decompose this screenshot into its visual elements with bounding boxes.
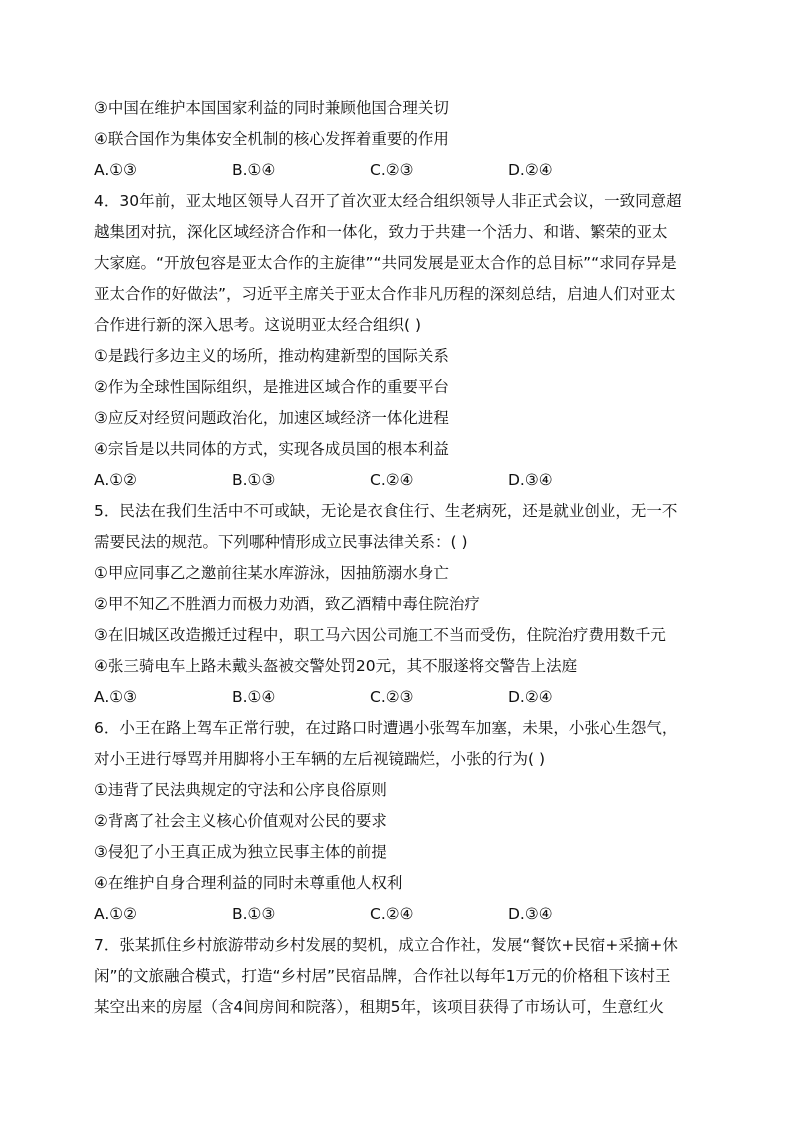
q3-choice-c[interactable]: C.②③ bbox=[370, 161, 414, 179]
q6-option-3: ③侵犯了小王真正成为独立民事主体的前提 bbox=[94, 843, 387, 861]
q7-stem-line: 某空出来的房屋（含4间房间和院落），租期5年，该项目获得了市场认可，生意红火 bbox=[94, 998, 664, 1016]
q6-option-4: ④在维护自身合理利益的同时未尊重他人权利 bbox=[94, 874, 403, 892]
q6-option-2: ②背离了社会主义核心价值观对公民的要求 bbox=[94, 812, 387, 830]
question-5 bbox=[94, 496, 700, 713]
question-7 bbox=[94, 930, 700, 1023]
q5-choice-a[interactable]: A.①③ bbox=[94, 688, 138, 706]
q5-choice-b[interactable]: B.①④ bbox=[232, 688, 276, 706]
q6-choice-c[interactable]: C.②④ bbox=[370, 905, 414, 923]
q6-choice-a[interactable]: A.①② bbox=[94, 905, 138, 923]
q5-option-4: ④张三骑电车上路未戴头盔被交警处罚20元，其不服遂将交警告上法庭 bbox=[94, 657, 578, 675]
q7-stem-line: 7．张某抓住乡村旅游带动乡村发展的契机，成立合作社，发展“餐饮+民宿+采摘+休 bbox=[94, 936, 678, 954]
q3-choices bbox=[94, 155, 700, 186]
question-3-tail bbox=[94, 93, 700, 186]
q4-option-1: ①是践行多边主义的场所，推动构建新型的国际关系 bbox=[94, 347, 449, 365]
question-6 bbox=[94, 713, 700, 930]
q6-choice-b[interactable]: B.①③ bbox=[232, 905, 276, 923]
page-content bbox=[94, 93, 700, 1023]
q4-stem-line: 4．30年前，亚太地区领导人召开了首次亚太经合组织领导人非正式会议，一致同意超 bbox=[94, 192, 682, 210]
q3-choice-d[interactable]: D.②④ bbox=[508, 161, 553, 179]
q4-stem-line: 合作进行新的深入思考。这说明亚太经合组织( ) bbox=[94, 316, 422, 334]
q5-choice-c[interactable]: C.②③ bbox=[370, 688, 414, 706]
q5-option-3: ③在旧城区改造搬迁过程中，职工马六因公司施工不当而受伤，住院治疗费用数千元 bbox=[94, 626, 666, 644]
q6-choice-d[interactable]: D.③④ bbox=[508, 905, 553, 923]
q3-choice-a[interactable]: A.①③ bbox=[94, 161, 138, 179]
question-4 bbox=[94, 186, 700, 496]
q4-stem-line: 大家庭。“开放包容是亚太合作的主旋律”“共同发展是亚太合作的总目标”“求同存异是 bbox=[94, 254, 677, 272]
q5-stem-line: 需要民法的规范。下列哪种情形成立民事法律关系：( ) bbox=[94, 533, 468, 551]
q6-option-1: ①违背了民法典规定的守法和公序良俗原则 bbox=[94, 781, 387, 799]
q4-choice-d[interactable]: D.③④ bbox=[508, 471, 553, 489]
q7-stem-line: 闲”的文旅融合模式，打造“乡村居”民宿品牌，合作社以每年1万元的价格租下该村王 bbox=[94, 967, 671, 985]
q4-choice-c[interactable]: C.②④ bbox=[370, 471, 414, 489]
q4-stem-line: 越集团对抗，深化区域经济合作和一体化，致力于共建一个活力、和谐、繁荣的亚太 bbox=[94, 223, 668, 241]
q6-choices bbox=[94, 899, 700, 930]
q3-choice-b[interactable]: B.①④ bbox=[232, 161, 276, 179]
q4-choice-b[interactable]: B.①③ bbox=[232, 471, 276, 489]
q5-option-1: ①甲应同事乙之邀前往某水库游泳，因抽筋溺水身亡 bbox=[94, 564, 449, 582]
q5-option-2: ②甲不知乙不胜酒力而极力劝酒，致乙酒精中毒住院治疗 bbox=[94, 595, 480, 613]
q4-choices bbox=[94, 465, 700, 496]
q4-option-3: ③应反对经贸问题政治化，加速区域经济一体化进程 bbox=[94, 409, 449, 427]
q5-choice-d[interactable]: D.②④ bbox=[508, 688, 553, 706]
q5-stem-line: 5．民法在我们生活中不可或缺，无论是衣食住行、生老病死，还是就业创业，无一不 bbox=[94, 502, 678, 520]
q3-option-3: ③中国在维护本国国家利益的同时兼顾他国合理关切 bbox=[94, 99, 449, 117]
q4-option-2: ②作为全球性国际组织，是推进区域合作的重要平台 bbox=[94, 378, 449, 396]
q5-choices bbox=[94, 682, 700, 713]
q3-option-4: ④联合国作为集体安全机制的核心发挥着重要的作用 bbox=[94, 130, 449, 148]
q6-stem-line: 6．小王在路上驾车正常行驶，在过路口时遭遇小张驾车加塞，未果，小张心生怨气， bbox=[94, 719, 678, 737]
q4-choice-a[interactable]: A.①② bbox=[94, 471, 138, 489]
q4-stem-line: 亚太合作的好做法”，习近平主席关于亚太合作非凡历程的深刻总结，启迪人们对亚太 bbox=[94, 285, 676, 303]
q4-option-4: ④宗旨是以共同体的方式，实现各成员国的根本利益 bbox=[94, 440, 449, 458]
q6-stem-line: 对小王进行辱骂并用脚将小王车辆的左后视镜踹烂，小张的行为( ) bbox=[94, 750, 546, 768]
